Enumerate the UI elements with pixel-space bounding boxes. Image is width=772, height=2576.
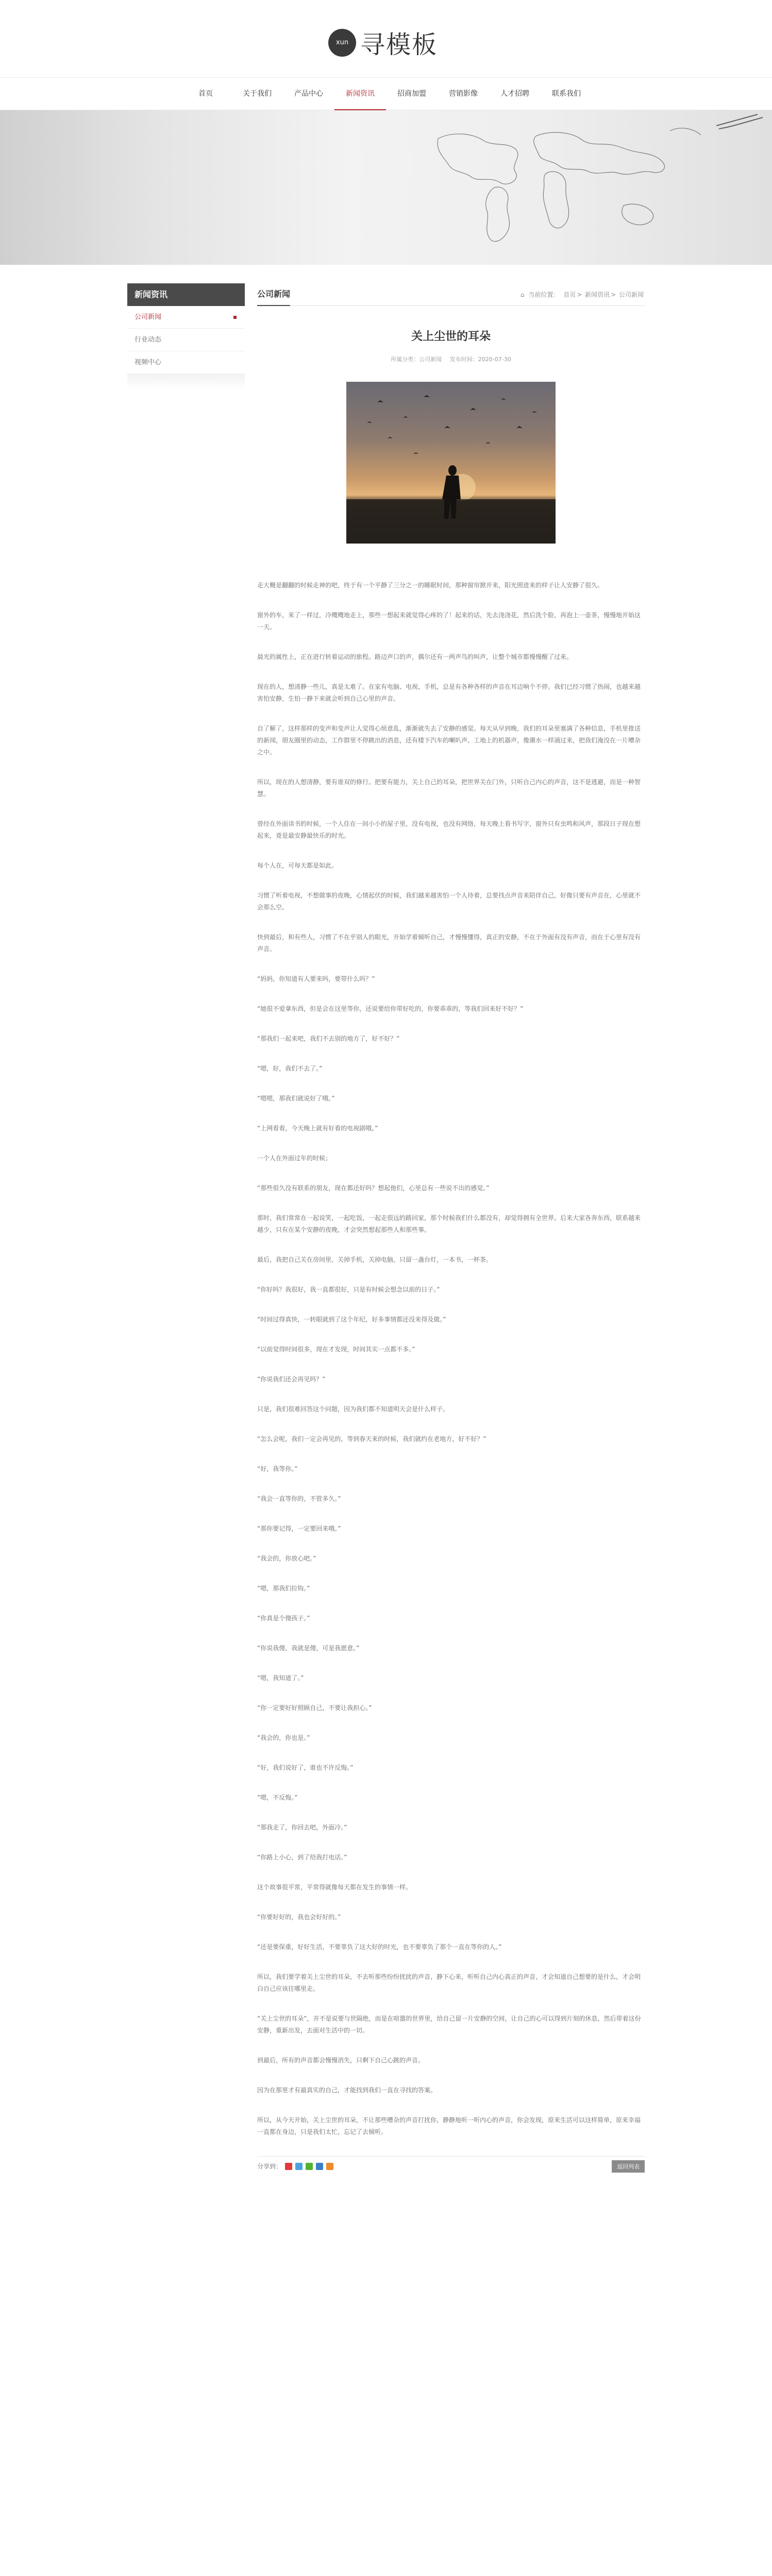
article-paragraph: 那时，我们常常在一起说笑，一起吃饭，一起走很远的路回家，那个时候我们什么都没有，却觉得拥有全世界。后来大家各奔东西，联系越来越少，只有在某个安静的夜晚，才会突然想起那些人和那些事。 [257, 1214, 641, 1233]
home-icon: ⌂ [520, 291, 525, 298]
article-paragraph: “时间过得真快，一转眼就到了这个年纪，好多事情都还没来得及做。” [257, 1316, 446, 1323]
nav-media[interactable]: 营销影像 [449, 90, 478, 98]
weibo-share-icon[interactable] [285, 2163, 292, 2170]
article-paragraph: “嗯，不反悔。” [257, 1794, 298, 1801]
article-paragraph: 窗外的车，来了一样过，冷飕飕地走上，那些一想起来就觉得心疼的了！起来的话，先去浇浇花，然后洗个脸，再泡上一壶茶，慢慢地开始这一天。 [257, 612, 641, 631]
article-paragraph: 因为在那里才有最真实的自己，才能找到我们一直在寻找的答案。 [257, 2087, 437, 2094]
nav-franchise[interactable]: 招商加盟 [397, 90, 426, 98]
article-paragraph: “那我们一起来吧，我们不去别的地方了，好不好？” [257, 1035, 400, 1042]
breadcrumb-news[interactable]: 新闻资讯 [585, 291, 610, 298]
qzone-share-icon[interactable] [295, 2163, 303, 2170]
back-to-list-button[interactable]: 返回列表 [612, 2160, 645, 2173]
content-header [257, 283, 645, 306]
share-icons [257, 2162, 333, 2171]
more-share-icon[interactable] [326, 2163, 333, 2170]
article-image [346, 382, 556, 544]
article-paragraph: 所以，我们要学着关上尘世的耳朵，不去听那些纷纷扰扰的声音，静下心来，听听自己内心真正的声音，才会知道自己想要的是什么，才会明白自己应该往哪里走。 [257, 1973, 641, 1992]
article-paragraph: “妈妈，你知道有人要来吗，要带什么吗？” [257, 975, 375, 982]
nav-about[interactable]: 关于我们 [243, 90, 272, 98]
article-paragraph: “以前觉得时间很多，现在才发现，时间其实一点都不多。” [257, 1346, 415, 1353]
silhouette-sunset-illustration [346, 382, 556, 544]
article-paragraph: 到最后，所有的声音都会慢慢消失，只剩下自己心跳的声音。 [257, 2057, 425, 2064]
nav-products[interactable]: 产品中心 [294, 90, 323, 98]
article-paragraph: “那你要记得，一定要回来哦。” [257, 1525, 341, 1532]
share-bar [257, 2156, 645, 2176]
article-title: 关上尘世的耳朵 [411, 330, 491, 343]
article-paragraph: 曾经在外面读书的时候，一个人住在一间小小的屋子里，没有电视，也没有网络，每天晚上看书写字，窗外只有虫鸣和风声，那段日子现在想起来，竟是最安静最快乐的时光。 [257, 820, 641, 839]
article-paragraph: “上网看看，今天晚上就有好看的电视剧哦。” [257, 1125, 378, 1132]
article-paragraph: “还是要保重，好好生活，不要辜负了这大好的时光，也不要辜负了那个一直在等你的人。” [257, 1943, 502, 1951]
article-paragraph: 一个人在外面过年的时候； [257, 1155, 332, 1162]
article-paragraph: “怎么会呢，我们一定会再见的，等到春天来的时候，我们就约在老地方，好不好？” [257, 1435, 486, 1443]
article-paragraph: 现在的人，想清静一些儿，真是太难了。在家有电脑、电视、手机，总是有各种各样的声音在耳边响个不停。我们已经习惯了热闹，也越来越害怕安静，生怕一静下来就会听到自己心里的声音。 [257, 683, 641, 702]
breadcrumb-prefix: 当前位置： [528, 291, 560, 298]
article-paragraph: “嗯，好，我们不去了。” [257, 1065, 323, 1072]
tencent-share-icon[interactable] [316, 2163, 323, 2170]
article-date: 发布时间：2020-07-30 [449, 356, 511, 363]
article-content [257, 283, 645, 2176]
article-paragraph: “你一定要好好照顾自己，不要让我担心。” [257, 1704, 372, 1711]
article-paragraph: “你说我们还会再见吗？” [257, 1376, 326, 1383]
logo-badge: xun [328, 29, 356, 57]
sidebar-item-label: 公司新闻 [135, 313, 162, 321]
article-paragraph: “你好吗？我很好，我一直都很好，只是有时候会想念以前的日子。” [257, 1286, 440, 1293]
article-paragraph: “她很不爱拿东西，但是会在这里等你，还说要给你带好吃的，你要乖乖的，等我们回来好不好？” [257, 1005, 524, 1012]
main-area [127, 265, 645, 2576]
logo-text: 寻模板 [360, 30, 438, 59]
article-paragraph: “关上尘世的耳朵”，并不是说要与世隔绝，而是在喧嚣的世界里，给自己留一片安静的空间，让自己的心可以得到片刻的休息，然后带着这份安静，重新出发，去面对生活中的一切。 [257, 2015, 641, 2034]
article-paragraph: “你说我傻，我就是傻，可是我愿意。” [257, 1645, 360, 1652]
breadcrumb: ⌂ 当前位置： 首页 > 新闻资讯 > 公司新闻 [520, 291, 644, 298]
article-paragraph: “你真是个傻孩子。” [257, 1615, 310, 1622]
article-paragraph: “那些很久没有联系的朋友，现在都还好吗？想起他们，心里总有一些说不出的感觉。” [257, 1184, 490, 1192]
nav-contact[interactable]: 联系我们 [552, 90, 581, 98]
article-paragraph: “那我走了，你回去吧，外面冷。” [257, 1824, 347, 1831]
article-paragraph: 最后，我把自己关在房间里，关掉手机，关掉电脑，只留一盏台灯，一本书，一杯茶。 [257, 1256, 493, 1263]
world-map-illustration [0, 110, 772, 265]
sidebar-item-video[interactable] [127, 351, 245, 374]
nav-news[interactable]: 新闻资讯 [334, 77, 386, 110]
sidebar [127, 283, 245, 389]
article-paragraph: 自了解了，这样那样的变声和变声让人觉得心烦意乱，渐渐就失去了安静的感觉。每天从早到晚，我们的耳朵里塞满了各种信息，手机里推送的新闻，朋友圈里的动态，工作群里不停跳出的消息，还有楼下汽车的喇叭声、工地上的机器声，像潮水一样涌过来，把我们淹没在一片嘈杂之中。 [257, 725, 641, 756]
article-paragraph: 每个人在，可每天都是如此。 [257, 862, 338, 869]
article-paragraph: “你要好好的，我也会好好的。” [257, 1913, 341, 1921]
article-paragraph: “我会的，你也是。” [257, 1734, 310, 1741]
site-logo[interactable] [328, 25, 438, 60]
section-title: 公司新闻 [257, 283, 290, 306]
breadcrumb-company-news[interactable]: 公司新闻 [618, 291, 644, 298]
sidebar-item-company-news[interactable] [127, 306, 245, 329]
site-header [0, 0, 772, 77]
article-paragraph: 晨光的属性上，正在进行转着运动的旅程。路边声口的声，偶尔还有一两声鸟的叫声，让整个城市都慢慢醒了过来。 [257, 653, 573, 660]
article-paragraph: “嗯嗯，那我们就说好了哦。” [257, 1095, 335, 1102]
nav-home[interactable]: 首页 [198, 90, 213, 98]
article-paragraph: 快到最后，和有些人，习惯了不在乎别人的眼光，开始学着倾听自己，才慢慢懂得，真正的安静，不在于外面有没有声音，而在于心里有没有声音。 [257, 934, 641, 953]
sidebar-item-label: 行业动态 [135, 336, 162, 344]
page-banner [0, 110, 772, 265]
sidebar-item-label: 视频中心 [135, 359, 162, 366]
article-paragraph: “你路上小心，到了给我打电话。” [257, 1854, 347, 1861]
article-paragraph: “好，我等你。” [257, 1465, 298, 1472]
article-paragraph: 这个故事很平常，平常得就像每天都在发生的事情一样。 [257, 1884, 412, 1891]
article-meta [257, 355, 645, 363]
main-nav [0, 77, 772, 110]
article-paragraph: 只是，我们很难回答这个问题，因为我们都不知道明天会是什么样子。 [257, 1405, 449, 1413]
nav-careers[interactable]: 人才招聘 [500, 90, 529, 98]
sidebar-title: 新闻资讯 [127, 283, 245, 306]
article-paragraph: “嗯，我知道了。” [257, 1674, 304, 1682]
article-paragraph: 走大概是翻翻的时候走神的吧，终于有一个平静了三分之一的睡眠时间，那种窗帘掀开来，阳光照进来的样子让人安静了很久。 [257, 582, 604, 589]
article-body [257, 580, 645, 2138]
article-paragraph: 所以，现在的人想清静，要有谁双的修行。把要有能力，关上自己的耳朵，把世界关在门外，只听自己内心的声音，这不是逃避，而是一种智慧。 [257, 778, 641, 798]
article-paragraph: “我会的，你放心吧。” [257, 1555, 316, 1562]
sidebar-shadow [127, 374, 245, 389]
breadcrumb-home[interactable]: 首页 [563, 291, 576, 298]
sidebar-item-industry[interactable] [127, 329, 245, 351]
article-paragraph: 习惯了听着电视，不想做事的夜晚，心情起伏的时候，我们越来越害怕一个人待着，总要找点声音来陪伴自己，好像只要有声音在，心里就不会那么空。 [257, 892, 641, 911]
article-paragraph: “嗯，那我们拉钩。” [257, 1585, 310, 1592]
share-label: 分享到： [257, 2163, 282, 2170]
article-category: 所属分类：公司新闻 [391, 356, 442, 363]
article-paragraph: “我会一直等你的，不管多久。” [257, 1495, 341, 1502]
article-paragraph: 所以，从今天开始，关上尘世的耳朵，不让那些嘈杂的声音打扰你，静静地听一听内心的声音，你会发现，原来生活可以这样简单，原来幸福一直都在身边，只是我们太忙，忘记了去倾听。 [257, 2116, 641, 2136]
active-marker-icon [233, 316, 237, 319]
wechat-share-icon[interactable] [306, 2163, 313, 2170]
article-paragraph: “好，我们说好了，谁也不许反悔。” [257, 1764, 354, 1771]
